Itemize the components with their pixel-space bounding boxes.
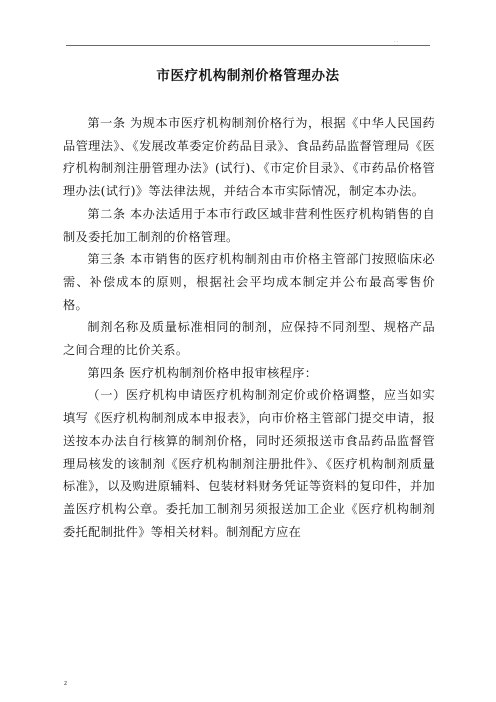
article-4-item-1-paragraph: （一）医疗机构申请医疗机构制剂定价或价格调整，应当如实填写《医疗机构制剂成本申报表》，向市价格主管部门提交申请，报送按本办法自行核算的制剂价格，同时还须报送市食品药品监督管理局核发的该制剂《医疗机构制剂注册批件》、《医疗机构制剂质量标准》，以及购进原辅料、包装材料财务凭证等资料的复印件，并加盖医疗机构公章。委托加工制剂另须报送加工企业《医疗机构制剂委托配制批件》等相关材料。制剂配方应在 — [63, 388, 435, 539]
header-rule — [66, 45, 430, 46]
price-ratio-paragraph: 制剂名称及质量标准相同的制剂，应保持不同剂型、规格产品之间合理的比价关系。 — [63, 320, 435, 358]
article-1-paragraph: 第一条 为规本市医疗机构制剂价格行为，根据《中华人民国药品管理法》、《发展改革委定价药品目录》、食品药品监督管理局《医疗机构制剂注册管理办法》(试行)、《市定价目录》、《市药品价格管理办法(试行)》等法律法规，并结合本市实际情况，制定本办法。 — [63, 116, 435, 199]
document-title: 市医疗机构制剂价格管理办法 — [156, 68, 340, 84]
article-4-paragraph: 第四条 医疗机构制剂价格申报审核程序： — [87, 365, 318, 380]
article-3-paragraph: 第三条 本市销售的医疗机构制剂由市价格主管部门按照临床必需、补偿成本的原则，根据社会平均成本制定并公布最高零售价格。 — [63, 252, 435, 312]
document-body — [63, 112, 435, 543]
header-mark: .. — [394, 38, 400, 44]
article-2-paragraph: 第二条 本办法适用于本市行政区域非营利性医疗机构销售的自制及委托加工制剂的价格管理。 — [63, 206, 435, 244]
footer-mark: z — [64, 680, 68, 687]
